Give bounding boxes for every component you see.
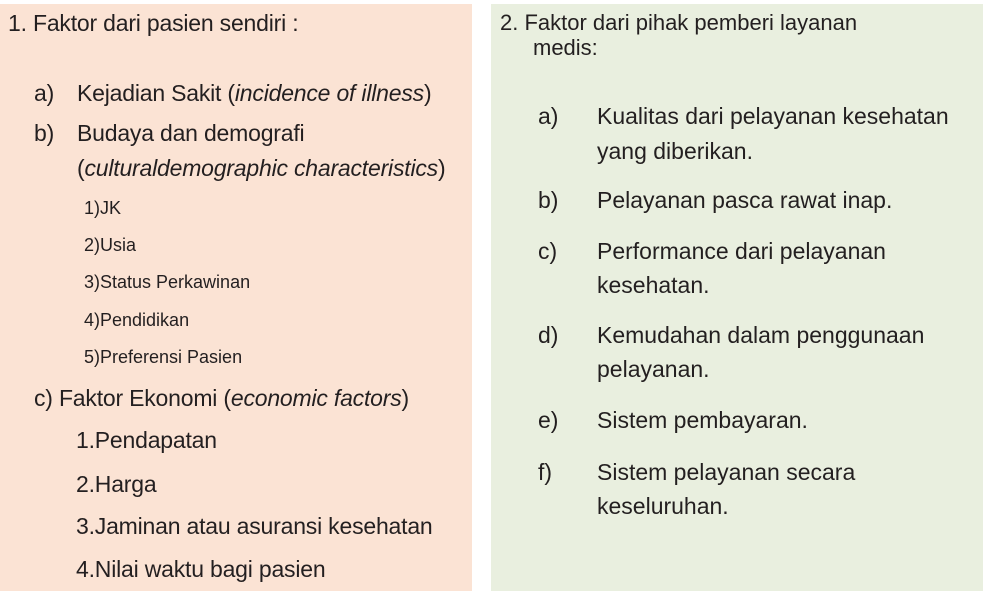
- right-item-f-marker: f): [538, 459, 553, 485]
- left-sub-b-1: 1)JK: [84, 198, 122, 218]
- left-item-a-text: Kejadian Sakit (: [77, 80, 235, 106]
- left-item-b-line2: [77, 157, 445, 180]
- left-item-b-tail: ): [437, 155, 446, 181]
- left-item-c-tail: ): [401, 385, 409, 411]
- right-item-e-line1: Sistem pembayaran.: [597, 407, 808, 433]
- left-item-b-marker: b): [34, 120, 55, 146]
- right-item-f-line1: Sistem pelayanan secara: [597, 459, 856, 485]
- right-panel: [491, 4, 983, 591]
- left-item-c-italic: economic factors: [230, 385, 402, 411]
- left-sub-b-2: 2)Usia: [84, 235, 137, 255]
- left-item-a-tail: ): [423, 80, 432, 106]
- left-item-b-italic: culturaldemographic characteristics: [84, 155, 438, 181]
- right-item-a-line1: Kualitas dari pelayanan kesehatan: [597, 103, 949, 129]
- right-heading-line1: 2. Faktor dari pihak pemberi layanan: [500, 10, 858, 35]
- left-item-b-open: (: [77, 155, 85, 181]
- left-item-a-marker: a): [34, 80, 55, 106]
- right-item-a-marker: a): [538, 103, 559, 129]
- right-item-d-line1: Kemudahan dalam penggunaan: [597, 322, 925, 348]
- right-item-c-marker: c): [538, 238, 558, 264]
- right-item-b-line1: Pelayanan pasca rawat inap.: [597, 187, 893, 213]
- left-sub-b-5: 5)Preferensi Pasien: [84, 347, 243, 367]
- right-item-e-marker: e): [538, 407, 559, 433]
- left-item-b-line1: Budaya dan demografi: [77, 120, 305, 146]
- right-item-c-line2: kesehatan.: [597, 272, 710, 298]
- left-item-c: [34, 387, 409, 410]
- right-item-d-line2: pelayanan.: [597, 356, 710, 382]
- right-item-d-marker: d): [538, 322, 559, 348]
- left-sub-b-3: 3)Status Perkawinan: [84, 272, 251, 292]
- left-sub-c-3: 3.Jaminan atau asuransi kesehatan: [76, 513, 433, 539]
- right-item-a-line2: yang diberikan.: [597, 138, 753, 164]
- left-heading: 1. Faktor dari pasien sendiri :: [8, 10, 299, 36]
- left-sub-c-1: 1.Pendapatan: [76, 427, 217, 453]
- left-sub-c-4: 4.Nilai waktu bagi pasien: [76, 556, 326, 582]
- right-item-c-line1: Performance dari pelayanan: [597, 238, 886, 264]
- right-item-b-marker: b): [538, 187, 559, 213]
- right-item-f-line2: keseluruhan.: [597, 493, 729, 519]
- left-item-a-italic: incidence of illness: [234, 80, 424, 106]
- right-heading-line2: medis:: [533, 35, 598, 60]
- left-item-c-text: c) Faktor Ekonomi (: [34, 385, 231, 411]
- left-sub-c-2: 2.Harga: [76, 471, 157, 497]
- left-sub-b-4: 4)Pendidikan: [84, 310, 190, 330]
- left-item-a: [77, 82, 431, 105]
